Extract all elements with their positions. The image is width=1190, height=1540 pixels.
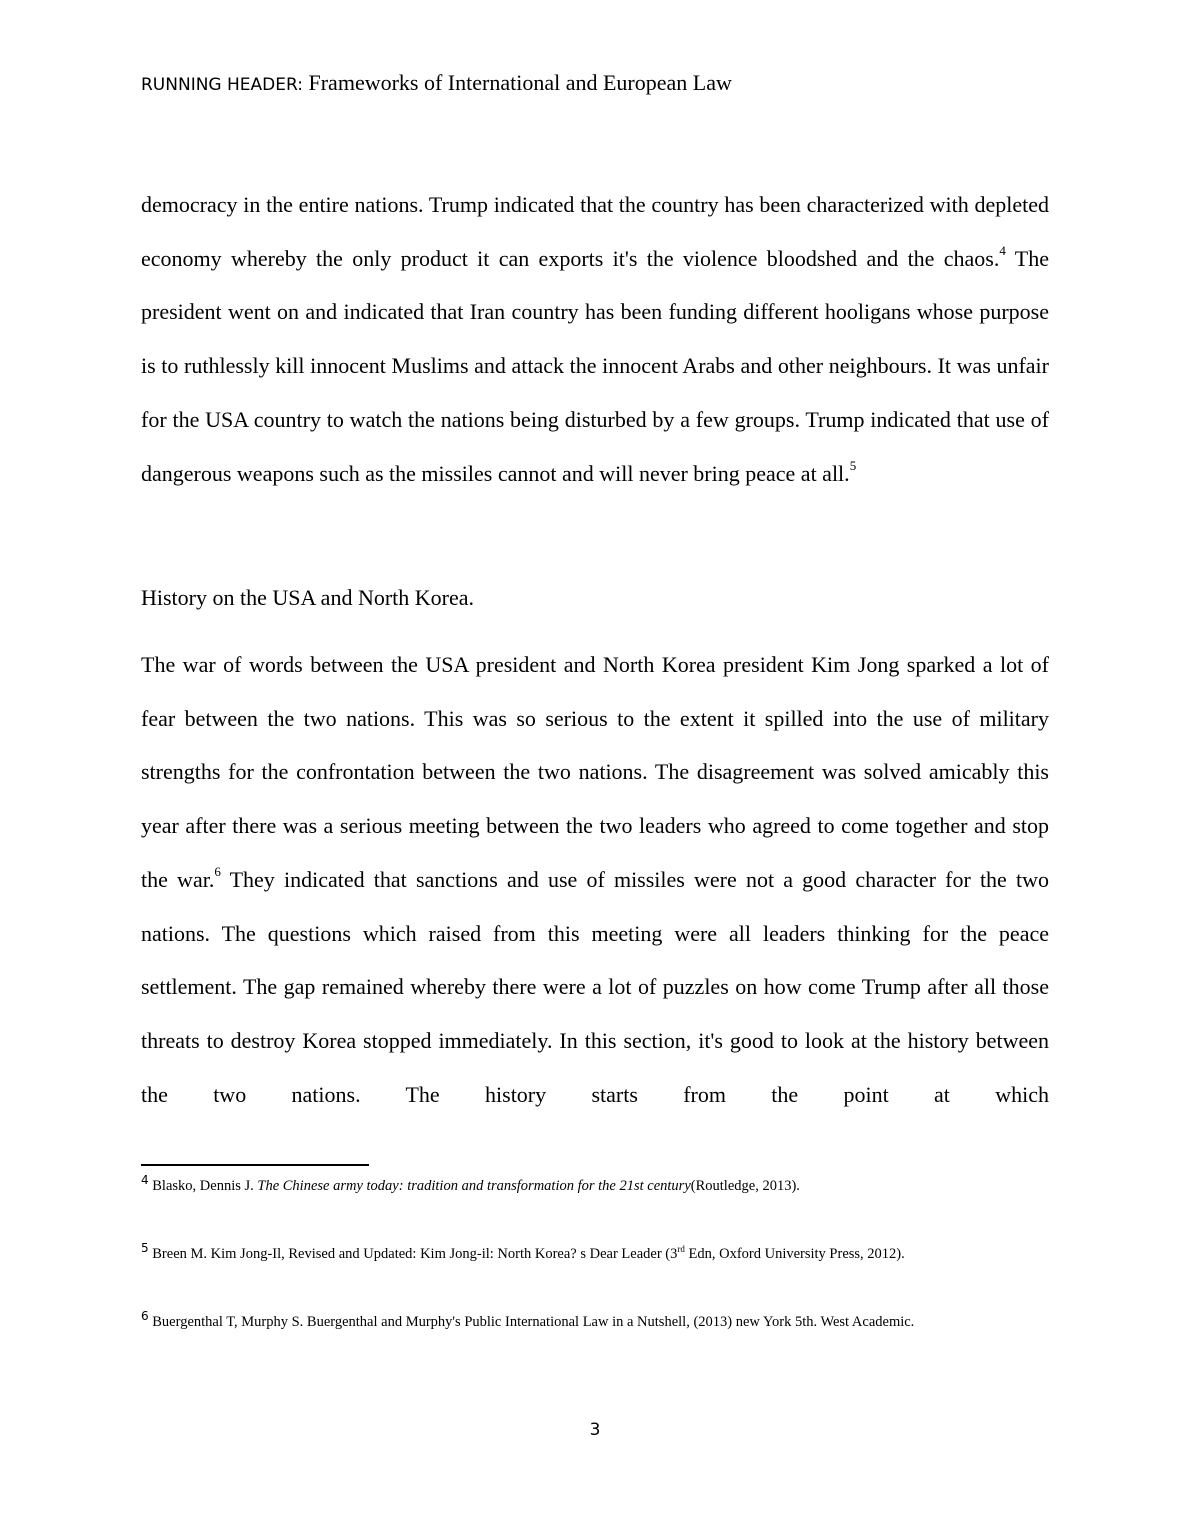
paragraph-text: democracy in the entire nations. Trump indicated that the country has been characterized with depleted economy whereby the only product it can exports it's the violence bloodshed and the chaos. (141, 192, 1049, 271)
running-header-label: RUNNING HEADER: (141, 75, 303, 95)
footnote-number: 4 (141, 1173, 149, 1188)
running-header (141, 70, 732, 96)
footnote-text: Buergenthal T, Murphy S. Buergenthal and Murphy's Public International Law in a Nutshell, (2013) new York 5th. West Academic. (148, 1314, 915, 1330)
footnote-text: Breen M. Kim Jong-Il, Revised and Updated: Kim Jong-il: North Korea? s Dear Leader (3 (148, 1246, 678, 1262)
footnote-book-title: The Chinese army today: tradition and transformation for the 21st century (257, 1178, 691, 1194)
footnote-ref-6[interactable]: 6 (214, 864, 221, 880)
footnote-6 (141, 1309, 915, 1331)
page-number: 3 (589, 1420, 601, 1440)
footnote-number: 6 (141, 1309, 149, 1324)
footnote-number: 5 (141, 1241, 149, 1256)
footnote-5 (141, 1241, 905, 1263)
ordinal-suffix: rd (677, 1244, 685, 1255)
footnote-4 (141, 1173, 800, 1195)
body-paragraph-1 (141, 178, 1049, 500)
paragraph-text: They indicated that sanctions and use of missiles were not a good character for the two nations. The questions which raised from this meeting were all leaders thinking for the peace settlement. The gap remained whereby there were a lot of puzzles on how come Trump after all those threats to destroy Korea stopped immediately. In this section, it's good to look at the history between the two nations. The history starts from the point at which (141, 866, 1049, 1107)
footnote-separator (141, 1164, 369, 1166)
section-heading: History on the USA and North Korea. (141, 585, 475, 610)
paragraph-text: The president went on and indicated that Iran country has been funding different hooligans whose purpose is to ruthlessly kill innocent Muslims and attack the innocent Arabs and other neighbours. It was unfair for the USA country to watch the nations being disturbed by a few groups. Trump indicated that use of dangerous weapons such as the missiles cannot and will never bring peace at all. (141, 245, 1049, 486)
footnote-text: (Routledge, 2013). (690, 1178, 800, 1194)
footnote-text: Edn, Oxford University Press, 2012). (684, 1246, 905, 1262)
running-header-title: Frameworks of International and European Law (303, 70, 732, 95)
paragraph-text: The war of words between the USA president and North Korea president Kim Jong sparked a lot of fear between the two nations. This was so serious to the extent it spilled into the use of military strengths for the confrontation between the two nations. The disagreement was solved amicably this year after there was a serious meeting between the two leaders who agreed to come together and stop the war. (141, 652, 1049, 892)
footnote-ref-4[interactable]: 4 (999, 243, 1006, 259)
body-paragraph-2 (141, 638, 1049, 1121)
footnote-ref-5[interactable]: 5 (849, 458, 857, 474)
footnote-text: Blasko, Dennis J. (148, 1178, 258, 1194)
